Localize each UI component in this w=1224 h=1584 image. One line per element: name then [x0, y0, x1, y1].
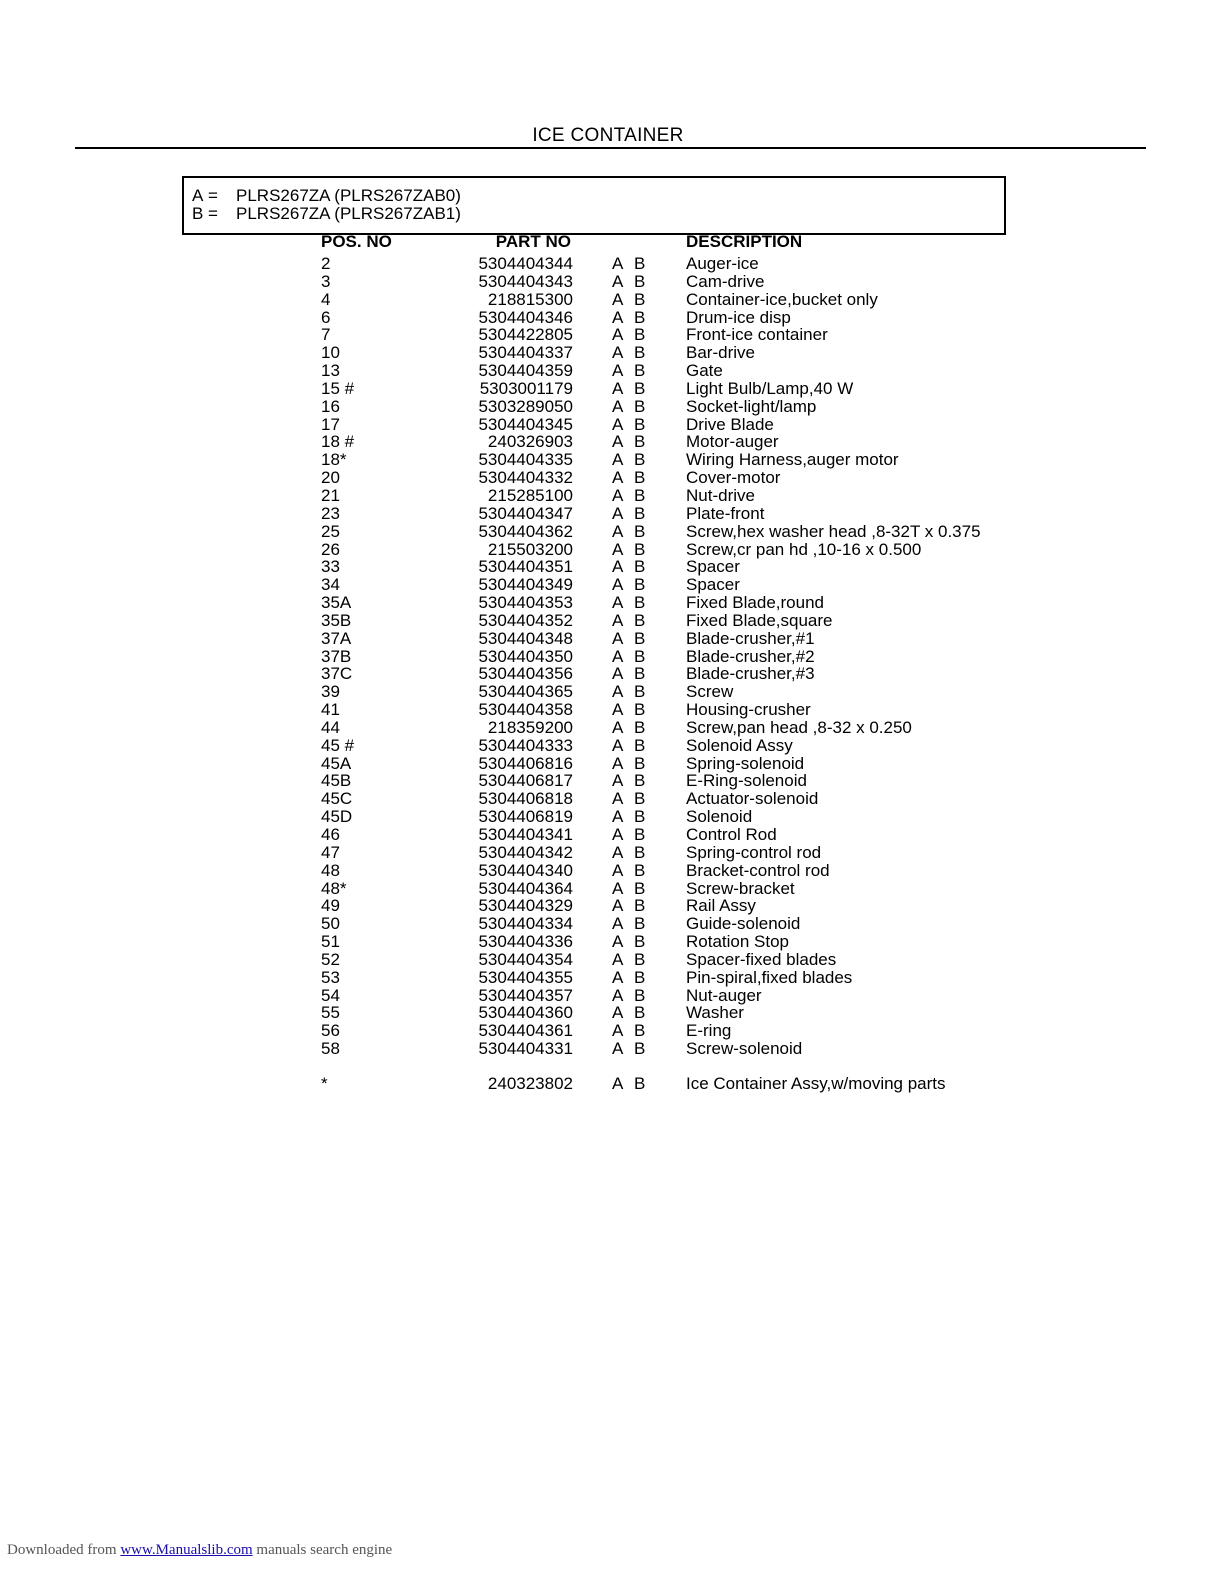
model-a-cell: A [612, 825, 624, 844]
pos-cell: 45 # [321, 735, 355, 755]
model-a-cell: A [612, 842, 624, 862]
part-cell: 5304404354 [478, 949, 573, 969]
model-a-cell: A [612, 646, 624, 666]
table-row [0, 969, 1224, 987]
pos-cell: 26 [321, 539, 340, 559]
part-cell: 5304404351 [478, 557, 573, 577]
pos-cell: 35A [321, 593, 352, 613]
pos-cell: 47 [321, 842, 340, 862]
model-b-cell: B [634, 717, 646, 737]
legend-key: A [192, 186, 204, 205]
model-a-cell: A [612, 985, 624, 1005]
model-b-cell: B [634, 307, 646, 327]
model-b-cell: B [634, 878, 646, 898]
part-cell: 5304404329 [478, 896, 573, 916]
model-b-cell: B [634, 1039, 646, 1059]
part-cell: 5304404337 [478, 343, 573, 363]
pos-cell: 44 [321, 717, 340, 737]
description-cell: Fixed Blade,square [686, 610, 833, 630]
model-a-cell: A [612, 361, 624, 381]
part-cell: 215285100 [487, 485, 573, 505]
legend-line-a [192, 187, 461, 205]
table-row [0, 416, 1224, 434]
pos-cell: 48 [321, 860, 340, 880]
model-a-cell: A [612, 503, 624, 523]
table-row [0, 772, 1224, 790]
model-b-cell: B [634, 1074, 646, 1093]
table-row [0, 523, 1224, 541]
table-row [0, 558, 1224, 576]
pos-cell: 37A [321, 628, 352, 648]
description-cell: Blade-crusher,#3 [686, 664, 815, 684]
pos-cell: 54 [321, 985, 340, 1005]
description-cell: Solenoid Assy [686, 735, 793, 755]
model-b-cell: B [634, 700, 646, 720]
model-a-cell: A [612, 735, 624, 755]
pos-cell: 41 [321, 700, 340, 720]
table-row [0, 915, 1224, 933]
model-a-cell: A [612, 1003, 624, 1023]
description-cell: Spring-control rod [686, 842, 822, 862]
part-cell: 5304404342 [478, 842, 573, 862]
description-cell: Blade-crusher,#1 [686, 628, 815, 648]
part-cell: 5304404340 [478, 860, 573, 880]
description-cell: Front-ice container [686, 325, 828, 345]
model-a-cell: A [612, 771, 624, 791]
pos-cell: 2 [321, 254, 331, 273]
model-a-cell: A [612, 343, 624, 363]
model-b-cell: B [634, 896, 646, 916]
model-b-cell: B [634, 771, 646, 791]
download-footer [7, 1542, 392, 1559]
model-a-cell: A [612, 593, 624, 613]
model-b-cell: B [634, 414, 646, 434]
model-a-cell: A [612, 271, 624, 291]
description-cell: Washer [686, 1003, 744, 1023]
model-a-cell: A [612, 325, 624, 345]
model-b-cell: B [634, 735, 646, 755]
pos-cell: 13 [321, 361, 340, 381]
table-row [0, 737, 1224, 755]
model-a-cell: A [612, 378, 624, 398]
description-cell: Spacer [686, 557, 740, 577]
table-row [0, 1004, 1224, 1022]
table-row [0, 505, 1224, 523]
description-cell: Light Bulb/Lamp,40 W [686, 378, 854, 398]
legend-key: B [192, 204, 204, 223]
model-a-cell: A [612, 967, 624, 987]
table-row [0, 433, 1224, 451]
part-cell: 5304404361 [478, 1021, 573, 1041]
table-row [0, 469, 1224, 487]
pos-cell: 37B [321, 646, 352, 666]
assembly-row-container [0, 1075, 1224, 1093]
part-cell: 5304404331 [478, 1039, 573, 1059]
description-cell: Control Rod [686, 825, 777, 844]
description-cell: Screw,cr pan hd ,10-16 x 0.500 [686, 539, 922, 559]
model-a-cell: A [612, 860, 624, 880]
table-row [0, 933, 1224, 951]
part-cell: 5304406818 [478, 789, 573, 809]
description-cell: Actuator-solenoid [686, 789, 819, 809]
table-row [0, 362, 1224, 380]
table-row [0, 380, 1224, 398]
model-a-cell: A [612, 896, 624, 916]
model-a-cell: A [612, 914, 624, 934]
model-b-cell: B [634, 432, 646, 452]
model-a-cell: A [612, 664, 624, 684]
table-row [0, 398, 1224, 416]
description-cell: Gate [686, 361, 723, 381]
model-a-cell: A [612, 1039, 624, 1059]
pos-cell: 45C [321, 789, 353, 809]
description-cell: Socket-light/lamp [686, 396, 817, 416]
part-cell: 5304404343 [478, 271, 573, 291]
table-row [0, 987, 1224, 1005]
table-row [0, 701, 1224, 719]
model-a-cell: A [612, 628, 624, 648]
pos-cell: 25 [321, 521, 340, 541]
model-a-cell: A [612, 789, 624, 809]
model-b-cell: B [634, 575, 646, 595]
description-cell: Motor-auger [686, 432, 779, 452]
model-b-cell: B [634, 325, 646, 345]
pos-cell: 6 [321, 307, 331, 327]
model-a-cell: A [612, 521, 624, 541]
table-row [0, 826, 1224, 844]
pos-cell: 39 [321, 682, 340, 702]
model-a-cell: A [612, 254, 624, 273]
description-cell: Ice Container Assy,w/moving parts [686, 1074, 946, 1093]
legend-model: PLRS267ZA (PLRS267ZAB0) [236, 186, 461, 205]
model-b-cell: B [634, 1003, 646, 1023]
legend-model: PLRS267ZA (PLRS267ZAB1) [236, 204, 461, 223]
model-b-cell: B [634, 557, 646, 577]
pos-cell: 16 [321, 396, 340, 416]
part-cell: 5303001179 [479, 378, 573, 398]
model-b-cell: B [634, 860, 646, 880]
model-a-cell: A [612, 307, 624, 327]
model-b-cell: B [634, 343, 646, 363]
pos-cell: 48* [321, 878, 347, 898]
description-cell: Cam-drive [686, 271, 765, 291]
table-row [0, 630, 1224, 648]
part-cell: 5304404332 [478, 468, 573, 488]
pos-cell: 45D [321, 807, 353, 827]
description-cell: E-Ring-solenoid [686, 771, 807, 791]
part-cell: 240323802 [487, 1074, 573, 1093]
description-cell: E-ring [686, 1021, 732, 1041]
table-row [0, 790, 1224, 808]
table-row [0, 451, 1224, 469]
model-a-cell: A [612, 682, 624, 702]
table-row [0, 897, 1224, 915]
description-cell: Plate-front [686, 503, 765, 523]
part-cell: 5304404347 [478, 503, 573, 523]
title-rule [75, 147, 1146, 149]
model-b-cell: B [634, 468, 646, 488]
description-cell: Guide-solenoid [686, 914, 801, 934]
model-b-cell: B [634, 807, 646, 827]
part-cell: 5304404334 [478, 914, 573, 934]
model-b-cell: B [634, 967, 646, 987]
model-b-cell: B [634, 932, 646, 952]
description-cell: Pin-spiral,fixed blades [686, 967, 853, 987]
page-title: ICE CONTAINER [532, 125, 684, 146]
part-cell: 5303289050 [478, 396, 573, 416]
part-cell: 5304404364 [478, 878, 573, 898]
legend-equals: = [208, 204, 218, 223]
part-cell: 5304404355 [478, 967, 573, 987]
part-cell: 5304406816 [478, 753, 573, 773]
part-cell: 5304404350 [478, 646, 573, 666]
model-a-cell: A [612, 450, 624, 470]
part-cell: 5304404358 [478, 700, 573, 720]
model-b-cell: B [634, 254, 646, 273]
description-cell: Housing-crusher [686, 700, 811, 720]
table-row [0, 326, 1224, 344]
table-row [0, 541, 1224, 559]
table-row [0, 612, 1224, 630]
table-row [0, 273, 1224, 291]
model-a-cell: A [612, 1021, 624, 1041]
model-b-cell: B [634, 539, 646, 559]
part-cell: 5304404359 [478, 361, 573, 381]
model-a-cell: A [612, 396, 624, 416]
table-row [0, 291, 1224, 309]
description-cell: Nut-drive [686, 485, 755, 505]
table-row [0, 255, 1224, 273]
part-cell: 218815300 [487, 289, 573, 309]
model-a-cell: A [612, 432, 624, 452]
part-cell: 5304404346 [478, 307, 573, 327]
part-cell: 5304404362 [478, 521, 573, 541]
model-b-cell: B [634, 842, 646, 862]
header-pos-no: POS. NO [321, 232, 392, 251]
model-b-cell: B [634, 378, 646, 398]
table-row [0, 719, 1224, 737]
pos-cell: 52 [321, 949, 340, 969]
table-row [0, 862, 1224, 880]
pos-cell: 4 [321, 289, 331, 309]
model-a-cell: A [612, 468, 624, 488]
model-a-cell: A [612, 610, 624, 630]
part-cell: 5304404344 [478, 254, 573, 273]
part-cell: 5304404360 [478, 1003, 573, 1023]
model-a-cell: A [612, 539, 624, 559]
pos-cell: 50 [321, 914, 340, 934]
table-row [0, 844, 1224, 862]
pos-cell: 45B [321, 771, 352, 791]
pos-cell: 15 # [321, 378, 355, 398]
table-row [0, 1075, 1224, 1093]
pos-cell: 34 [321, 575, 340, 595]
model-b-cell: B [634, 485, 646, 505]
description-cell: Rail Assy [686, 896, 756, 916]
part-cell: 5304422805 [478, 325, 573, 345]
part-cell: 5304404356 [478, 664, 573, 684]
model-a-cell: A [612, 932, 624, 952]
pos-cell: 51 [321, 932, 340, 952]
pos-cell: 20 [321, 468, 340, 488]
model-a-cell: A [612, 1074, 624, 1093]
description-cell: Bracket-control rod [686, 860, 830, 880]
description-cell: Drive Blade [686, 414, 774, 434]
pos-cell: 58 [321, 1039, 340, 1059]
model-b-cell: B [634, 825, 646, 844]
pos-cell: 33 [321, 557, 340, 577]
model-b-cell: B [634, 450, 646, 470]
part-cell: 218359200 [487, 717, 573, 737]
part-cell: 5304404345 [478, 414, 573, 434]
parts-list [0, 255, 1224, 1058]
model-b-cell: B [634, 949, 646, 969]
description-cell: Fixed Blade,round [686, 593, 824, 613]
table-row [0, 808, 1224, 826]
model-b-cell: B [634, 914, 646, 934]
table-row [0, 665, 1224, 683]
model-b-cell: B [634, 1021, 646, 1041]
part-cell: 5304404348 [478, 628, 573, 648]
legend-line-b [192, 205, 461, 223]
model-b-cell: B [634, 610, 646, 630]
description-cell: Solenoid [686, 807, 753, 827]
model-a-cell: A [612, 700, 624, 720]
pos-cell: 53 [321, 967, 340, 987]
model-a-cell: A [612, 807, 624, 827]
description-cell: Container-ice,bucket only [686, 289, 878, 309]
description-cell: Blade-crusher,#2 [686, 646, 815, 666]
description-cell: Spring-solenoid [686, 753, 805, 773]
description-cell: Screw [686, 682, 734, 702]
description-cell: Bar-drive [686, 343, 755, 363]
model-b-cell: B [634, 396, 646, 416]
model-b-cell: B [634, 503, 646, 523]
part-cell: 5304404333 [478, 735, 573, 755]
pos-cell: 45A [321, 753, 352, 773]
manualslib-link[interactable]: www.Manualslib.com [120, 1542, 253, 1558]
table-row [0, 1022, 1224, 1040]
description-cell: Rotation Stop [686, 932, 790, 952]
model-b-cell: B [634, 521, 646, 541]
model-b-cell: B [634, 664, 646, 684]
part-cell: 5304404349 [478, 575, 573, 595]
model-a-cell: A [612, 717, 624, 737]
model-a-cell: A [612, 557, 624, 577]
pos-cell: 55 [321, 1003, 340, 1023]
table-row [0, 487, 1224, 505]
table-row [0, 683, 1224, 701]
model-b-cell: B [634, 789, 646, 809]
pos-cell: * [321, 1074, 328, 1093]
table-row [0, 309, 1224, 327]
pos-cell: 37C [321, 664, 353, 684]
description-cell: Cover-motor [686, 468, 781, 488]
model-a-cell: A [612, 289, 624, 309]
part-cell: 5304404336 [478, 932, 573, 952]
table-row [0, 880, 1224, 898]
description-cell: Spacer [686, 575, 740, 595]
pos-cell: 3 [321, 271, 331, 291]
table-row [0, 1040, 1224, 1058]
pos-cell: 18 # [321, 432, 355, 452]
description-cell: Screw,pan head ,8-32 x 0.250 [686, 717, 912, 737]
pos-cell: 46 [321, 825, 340, 844]
model-b-cell: B [634, 361, 646, 381]
model-b-cell: B [634, 646, 646, 666]
pos-cell: 7 [321, 325, 331, 345]
pos-cell: 18* [321, 450, 347, 470]
description-cell: Wiring Harness,auger motor [686, 450, 899, 470]
part-cell: 5304406817 [478, 771, 573, 791]
pos-cell: 17 [321, 414, 340, 434]
table-row [0, 755, 1224, 773]
pos-cell: 10 [321, 343, 340, 363]
description-cell: Drum-ice disp [686, 307, 791, 327]
description-cell: Screw,hex washer head ,8-32T x 0.375 [686, 521, 981, 541]
pos-cell: 49 [321, 896, 340, 916]
model-b-cell: B [634, 753, 646, 773]
description-cell: Spacer-fixed blades [686, 949, 837, 969]
description-cell: Screw-solenoid [686, 1039, 803, 1059]
pos-cell: 56 [321, 1021, 340, 1041]
part-cell: 5304404357 [478, 985, 573, 1005]
table-row [0, 951, 1224, 969]
pos-cell: 23 [321, 503, 340, 523]
description-cell: Screw-bracket [686, 878, 795, 898]
part-cell: 240326903 [487, 432, 573, 452]
model-a-cell: A [612, 485, 624, 505]
model-legend-box [182, 176, 1006, 235]
model-b-cell: B [634, 289, 646, 309]
part-cell: 215503200 [487, 539, 573, 559]
description-cell: Nut-auger [686, 985, 762, 1005]
table-row [0, 576, 1224, 594]
footer-suffix: manuals search engine [252, 1542, 393, 1558]
header-part-no: PART NO [495, 232, 571, 251]
part-cell: 5304404353 [478, 593, 573, 613]
part-cell: 5304404341 [478, 825, 573, 844]
model-b-cell: B [634, 682, 646, 702]
description-cell: Auger-ice [686, 254, 759, 273]
model-b-cell: B [634, 593, 646, 613]
part-cell: 5304404365 [478, 682, 573, 702]
part-cell: 5304404335 [478, 450, 573, 470]
pos-cell: 21 [321, 485, 340, 505]
model-b-cell: B [634, 271, 646, 291]
model-b-cell: B [634, 628, 646, 648]
table-row [0, 344, 1224, 362]
header-description: DESCRIPTION [686, 232, 803, 251]
part-cell: 5304404352 [478, 610, 573, 630]
footer-prefix: Downloaded from [7, 1542, 121, 1558]
table-row [0, 594, 1224, 612]
table-row [0, 648, 1224, 666]
model-a-cell: A [612, 753, 624, 773]
model-a-cell: A [612, 878, 624, 898]
model-a-cell: A [612, 414, 624, 434]
part-cell: 5304406819 [478, 807, 573, 827]
model-b-cell: B [634, 985, 646, 1005]
pos-cell: 35B [321, 610, 352, 630]
model-a-cell: A [612, 949, 624, 969]
legend-equals: = [208, 186, 218, 205]
model-a-cell: A [612, 575, 624, 595]
